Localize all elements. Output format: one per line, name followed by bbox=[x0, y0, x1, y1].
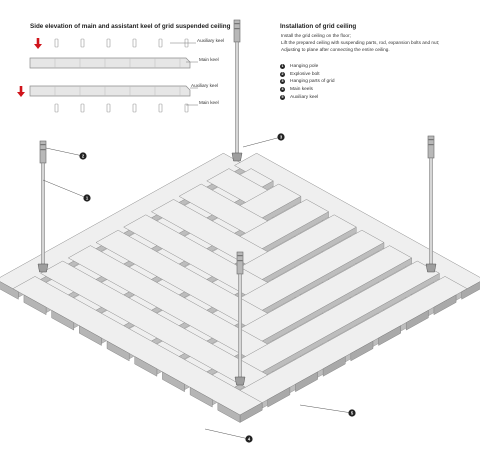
red-arrow-shaft bbox=[20, 86, 23, 92]
auxiliary-keel-label: Auxiliary keel bbox=[191, 83, 219, 88]
keel-slot bbox=[159, 39, 162, 47]
installation-title: Installation of grid ceiling bbox=[280, 23, 357, 30]
hanging-pole bbox=[41, 163, 44, 264]
bolt-thread bbox=[237, 260, 242, 261]
hanging-part bbox=[235, 377, 245, 385]
callout-leader bbox=[243, 134, 283, 147]
auxiliary-keel-elevation bbox=[30, 86, 190, 96]
legend-label: Hanging parts of grid bbox=[290, 79, 335, 85]
legend-number: 3 bbox=[281, 79, 284, 84]
main-keel-elevation bbox=[30, 58, 190, 68]
hanging-pole bbox=[238, 274, 241, 377]
keel-slot bbox=[55, 39, 58, 47]
legend-label: Main keels bbox=[290, 87, 313, 93]
bolt-thread bbox=[428, 139, 433, 140]
legend-number: 4 bbox=[281, 87, 284, 92]
keel-slot bbox=[81, 39, 84, 47]
instruction-line-2: Lift the prepared ceiling with suspending parts, rod, expansion bolts and nut; bbox=[281, 39, 440, 45]
callout-number: 2 bbox=[81, 153, 85, 159]
keel-slot bbox=[133, 39, 136, 47]
elevation-title: Side elevation of main and assistant keel of grid suspended ceiling bbox=[30, 23, 231, 30]
legend-label: Explosive bolt bbox=[290, 71, 320, 77]
hanging-part bbox=[426, 264, 436, 272]
hanging-part bbox=[38, 264, 48, 272]
bolt-thread bbox=[234, 23, 239, 24]
hanging-pole bbox=[235, 42, 238, 153]
callout-leader bbox=[46, 148, 83, 156]
side-elevation bbox=[17, 38, 224, 112]
callout-leader bbox=[205, 429, 249, 439]
keel-slot bbox=[107, 39, 110, 47]
auxiliary-keel-label: Auxiliary keel bbox=[197, 38, 225, 43]
red-arrow-shaft bbox=[37, 38, 40, 44]
instruction-line-1: Install the grid ceiling on the floor; bbox=[281, 33, 351, 38]
bolt-thread bbox=[234, 28, 239, 29]
callout-number: 5 bbox=[350, 410, 354, 416]
keel-slot bbox=[159, 104, 162, 112]
legend-number: 1 bbox=[281, 64, 284, 69]
hanging-pole bbox=[429, 158, 432, 264]
legend-label: Hanging pole bbox=[290, 64, 319, 70]
callout-number: 1 bbox=[85, 195, 89, 201]
legend-number: 2 bbox=[281, 71, 284, 76]
keel-slot bbox=[107, 104, 110, 112]
legend-label: Auxiliary keel bbox=[290, 94, 319, 100]
keel-slot bbox=[133, 104, 136, 112]
callout-number: 4 bbox=[247, 436, 251, 442]
instruction-line-3: Adjusting to plane after connecting the entire ceiling. bbox=[281, 46, 390, 52]
hanging-part bbox=[232, 153, 242, 161]
callout-leader bbox=[43, 180, 87, 198]
callout-leader bbox=[300, 405, 352, 413]
bolt-thread bbox=[428, 144, 433, 145]
bolt-thread bbox=[40, 144, 45, 145]
bolt-thread bbox=[237, 255, 242, 256]
legend-number: 5 bbox=[281, 94, 284, 99]
red-arrow-head bbox=[17, 92, 25, 97]
main-keel-label: Main keel bbox=[199, 100, 219, 105]
red-arrow-head bbox=[34, 44, 42, 49]
keel-slot bbox=[55, 104, 58, 112]
bolt-thread bbox=[40, 149, 45, 150]
keel-slot bbox=[81, 104, 84, 112]
main-keel-label: Main keel bbox=[199, 57, 219, 62]
callout-number: 3 bbox=[279, 134, 283, 140]
